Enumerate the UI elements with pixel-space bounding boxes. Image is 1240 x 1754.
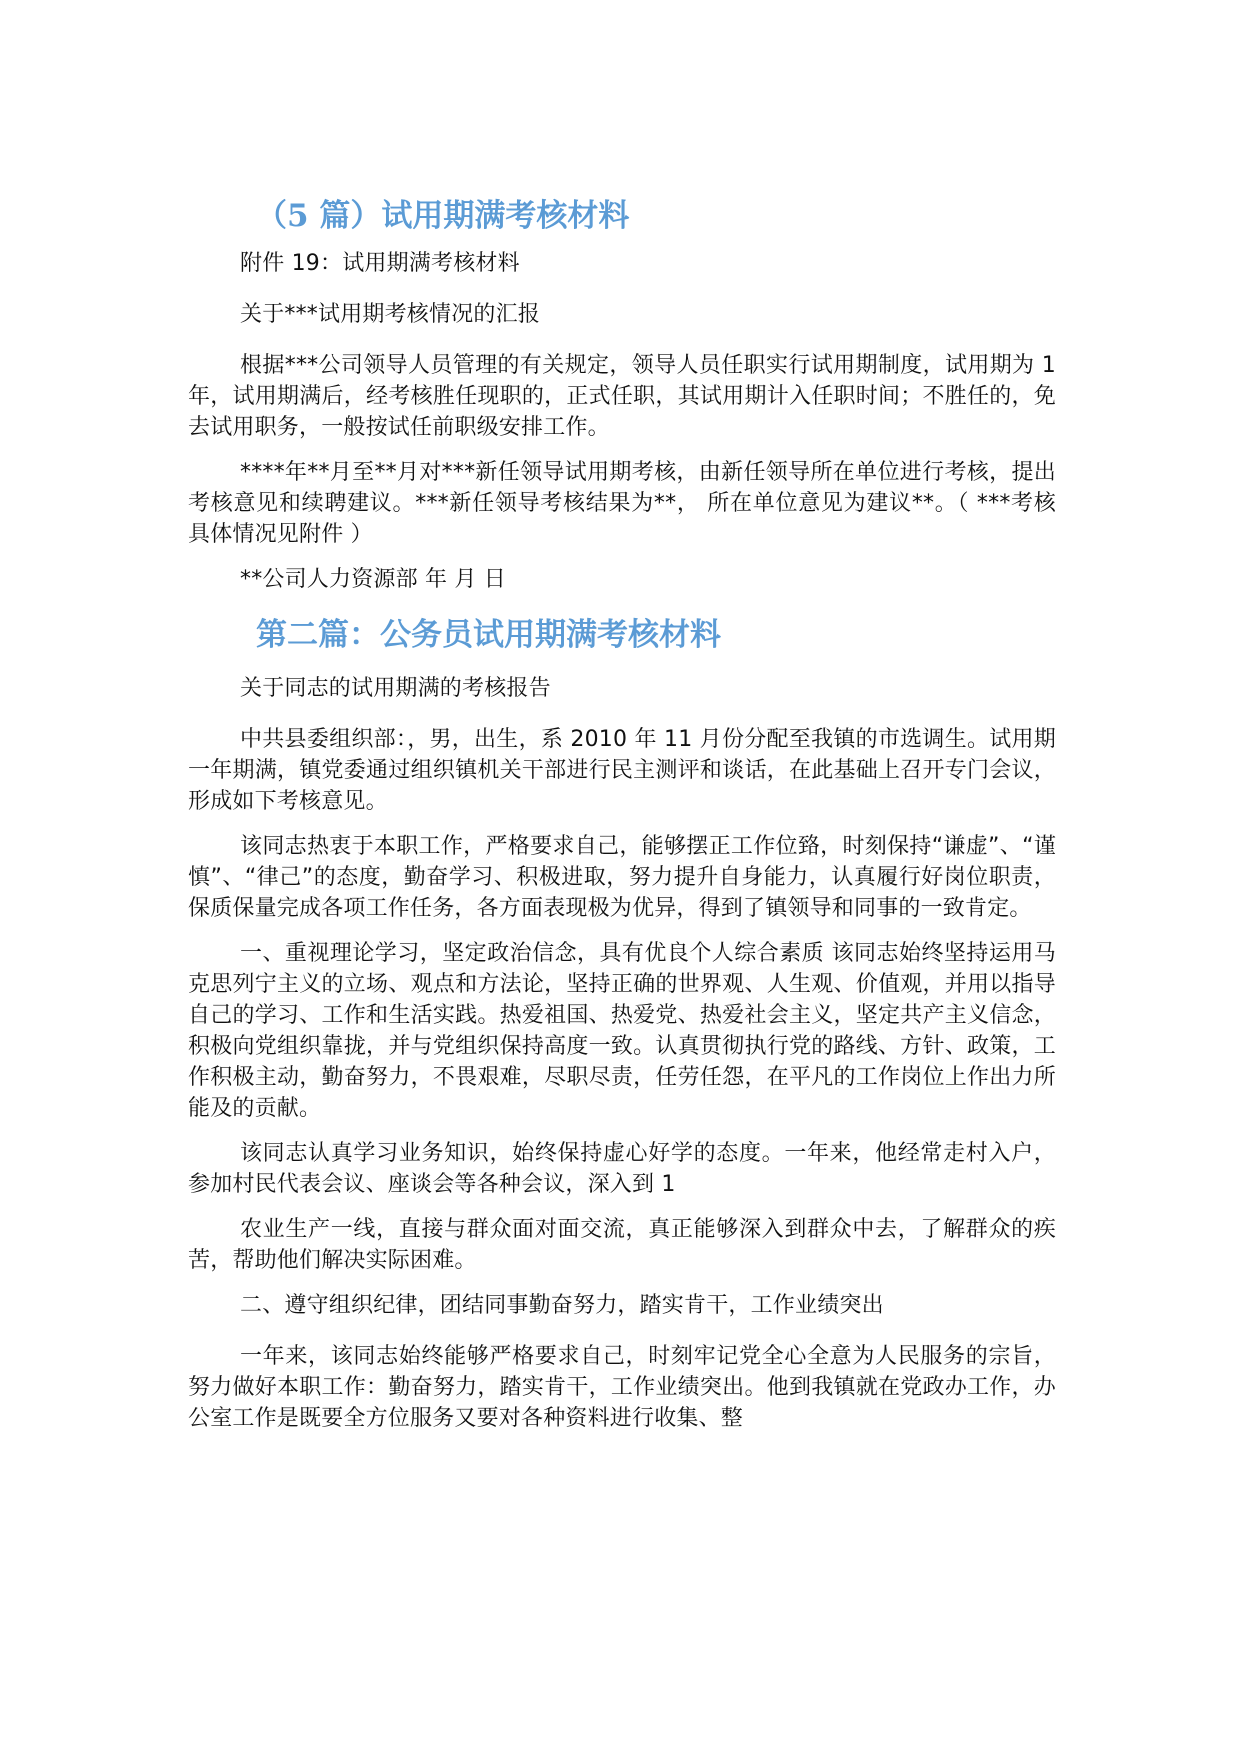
paragraph: 该同志热衷于本职工作，严格要求自己，能够摆正工作位臵，时刻保持“谦虚”、“谨慎”、“律己”的态度，勤奋学习、积极进取，努力提升自身能力，认真履行好岗位职责，保质保量完成各项工作任务，各方面表现极为优异，得到了镇领导和同事的一致肯定。 <box>188 834 1056 921</box>
report-subject: 关于同志的试用期满的考核报告 <box>240 676 551 701</box>
paragraph: 根据***公司领导人员管理的有关规定，领导人员任职实行试用期制度，试用期为 1 年，试用期满后，经考核胜任现职的，正式任职，其试用期计入任职时间；不胜任的，免去试用职务，一般按试任前职级安排工作。 <box>188 353 1056 440</box>
paragraph: 一年来，该同志始终能够严格要求自己，时刻牢记党全心全意为人民服务的宗旨，努力做好本职工作：勤奋努力，踏实肯干，工作业绩突出。他到我镇就在党政办工作，办公室工作是既要全方位服务又要对各种资料进行收集、整 <box>188 1344 1056 1431</box>
paragraph: 该同志认真学习业务知识，始终保持虚心好学的态度。一年来，他经常走村入户，参加村民代表会议、座谈会等各种会议，深入到 1 <box>188 1141 1056 1197</box>
signature-line: **公司人力资源部 年 月 日 <box>240 567 506 592</box>
document-body <box>188 196 1056 1448</box>
section-title-1: （5 篇）试用期满考核材料 <box>256 198 630 234</box>
paragraph: ****年**月至**月对***新任领导试用期考核，由新任领导所在单位进行考核，提出考核意见和续聘建议。***新任领导考核结果为**， 所在单位意见为建议**。（ ***考核具体情况见附件 ） <box>188 460 1056 547</box>
paragraph: 一、重视理论学习，坚定政治信念，具有优良个人综合素质 该同志始终坚持运用马克思列宁主义的立场、观点和方法论，坚持正确的世界观、人生观、价值观，并用以指导自己的学习、工作和生活实践。热爱祖国、热爱党、热爱社会主义，坚定共产主义信念，积极向党组织靠拢，并与党组织保持高度一致。认真贯彻执行党的路线、方针、政策，工作积极主动，勤奋努力，不畏艰难，尽职尽责，任劳任怨，在平凡的工作岗位上作出力所能及的贡献。 <box>188 941 1056 1121</box>
attachment-line: 附件 19：试用期满考核材料 <box>240 251 520 276</box>
section-title-2: 第二篇：公务员试用期满考核材料 <box>256 617 721 653</box>
paragraph: 中共县委组织部：，男，出生，系 2010 年 11 月份分配至我镇的市选调生。试用期一年期满，镇党委通过组织镇机关干部进行民主测评和谈话，在此基础上召开专门会议，形成如下考核意见。 <box>188 727 1056 814</box>
report-subject: 关于***试用期考核情况的汇报 <box>240 302 541 327</box>
section-heading-line: 二、遵守组织纪律，团结同事勤奋努力，踏实肯干，工作业绩突出 <box>240 1293 884 1318</box>
paragraph: 农业生产一线，直接与群众面对面交流，真正能够深入到群众中去，了解群众的疾苦，帮助他们解决实际困难。 <box>188 1217 1056 1273</box>
